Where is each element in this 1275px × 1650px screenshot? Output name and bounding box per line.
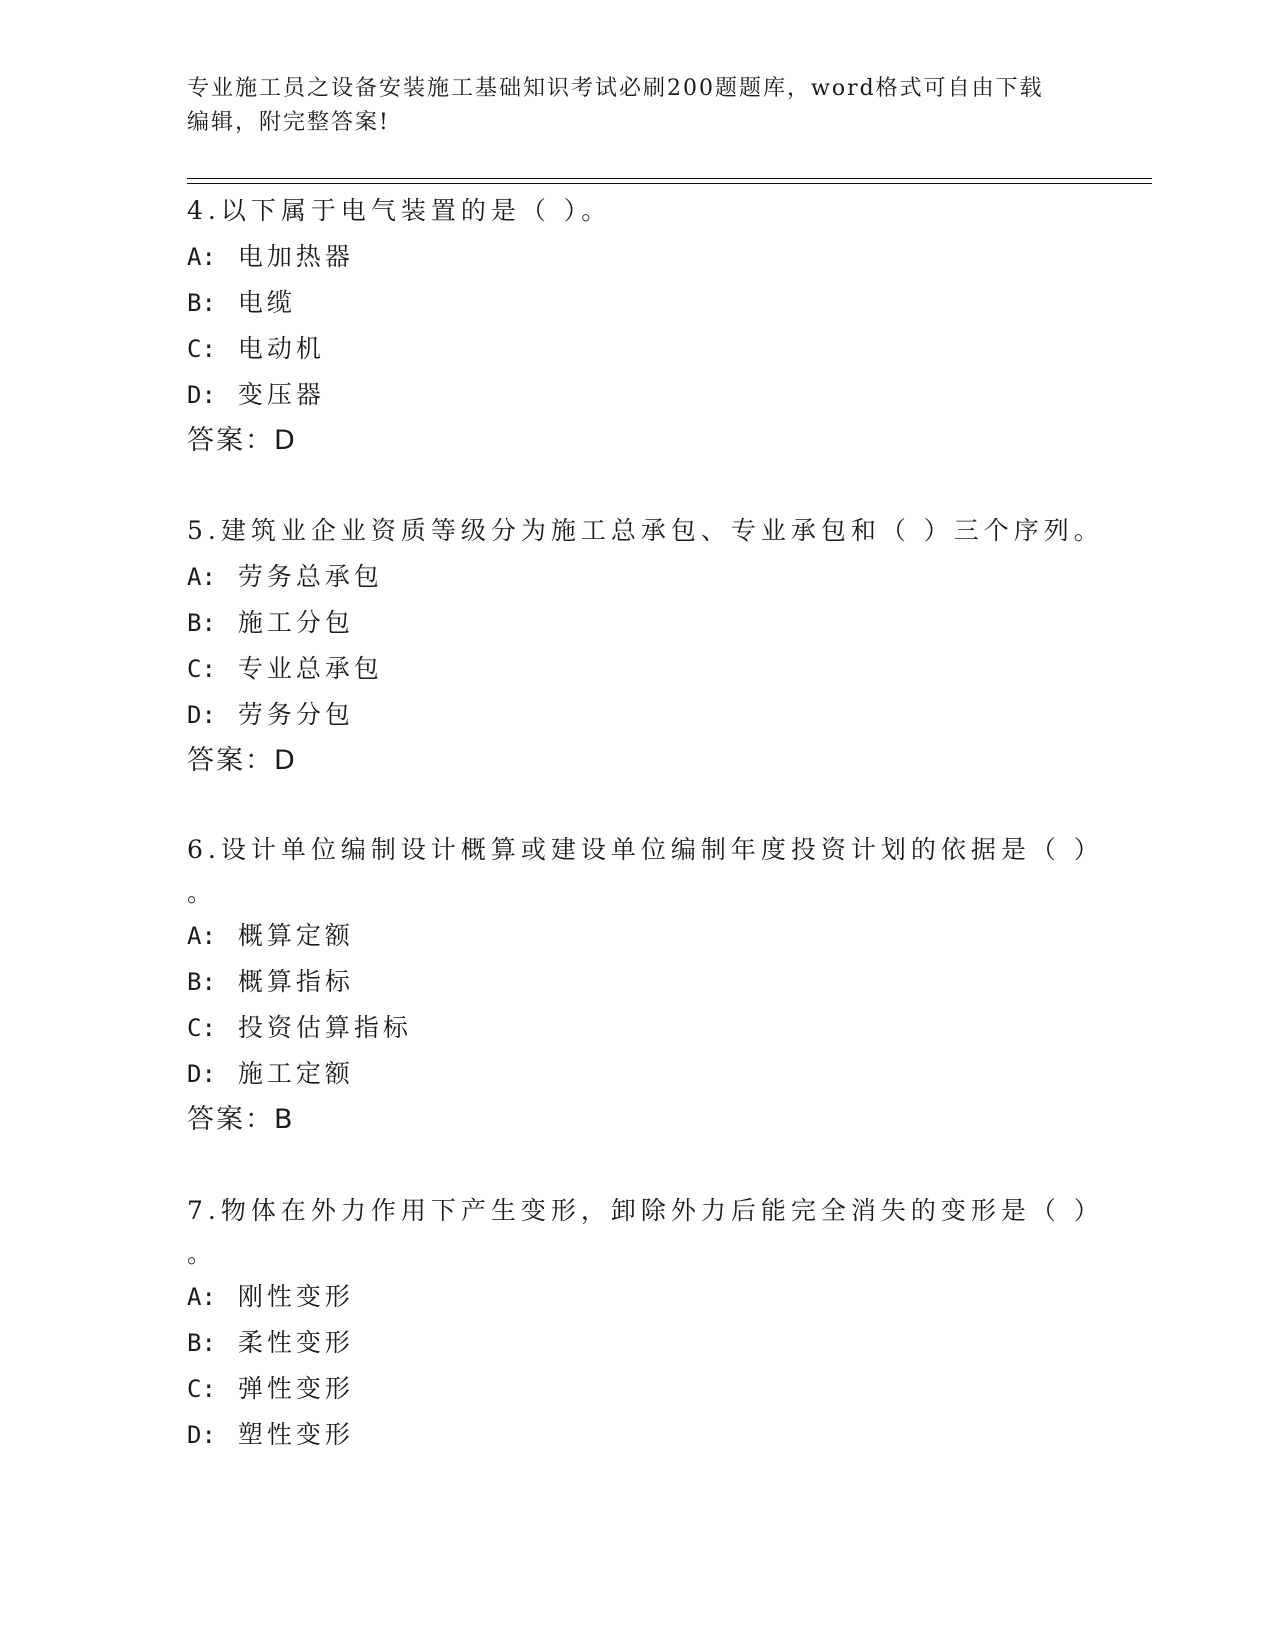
header-title-line-2: 编辑，附完整答案!	[187, 110, 390, 135]
option-letter: A:	[187, 563, 216, 591]
option-letter: C:	[187, 1014, 216, 1042]
question-text-continuation: 。	[187, 1239, 218, 1268]
option-letter: B:	[187, 609, 216, 637]
option-text: 弹性变形	[237, 1374, 354, 1403]
question-text: 7.物体在外力作用下产生变形，卸除外力后能完全消失的变形是（ ）	[187, 1196, 1104, 1225]
option-letter: D:	[187, 1060, 216, 1088]
option-b	[187, 1320, 1087, 1366]
question-text: 4.以下属于电气装置的是（ ）。	[187, 196, 612, 225]
answer-line: 答案：B	[187, 1104, 295, 1135]
header-divider-top	[187, 178, 1152, 179]
option-b	[187, 600, 1087, 646]
question-text: 5.建筑业企业资质等级分为施工总承包、专业承包和（ ）三个序列。	[187, 516, 1104, 545]
option-letter: A:	[187, 922, 216, 950]
option-text: 电缆	[237, 288, 296, 317]
option-d	[187, 372, 1087, 418]
option-c	[187, 646, 1087, 692]
question-7	[187, 1188, 1104, 1458]
answer-line: 答案：D	[187, 425, 297, 456]
document-header	[187, 72, 1087, 140]
option-letter: B:	[187, 1329, 216, 1357]
option-text: 专业总承包	[237, 654, 383, 683]
option-a	[187, 1274, 1087, 1320]
option-a	[187, 554, 1087, 600]
option-text: 电动机	[237, 334, 325, 363]
option-letter: D:	[187, 381, 216, 409]
option-text: 劳务分包	[237, 700, 354, 729]
option-d	[187, 1051, 1087, 1097]
option-text: 施工定额	[237, 1059, 354, 1088]
option-letter: A:	[187, 243, 216, 271]
option-b	[187, 280, 1087, 326]
option-letter: B:	[187, 289, 216, 317]
option-letter: A:	[187, 1283, 216, 1311]
option-b	[187, 959, 1087, 1005]
answer-line: 答案：D	[187, 745, 297, 776]
option-letter: D:	[187, 1421, 216, 1449]
option-letter: B:	[187, 968, 216, 996]
option-d	[187, 1412, 1087, 1458]
header-divider-bottom	[187, 183, 1152, 184]
question-text-continuation: 。	[187, 878, 218, 907]
option-text: 电加热器	[237, 242, 354, 271]
option-text: 投资估算指标	[237, 1013, 412, 1042]
option-a	[187, 234, 1087, 280]
option-d	[187, 692, 1087, 738]
question-4	[187, 188, 1087, 464]
question-6	[187, 827, 1104, 1143]
option-letter: C:	[187, 655, 216, 683]
question-5	[187, 508, 1104, 784]
option-text: 劳务总承包	[237, 562, 383, 591]
option-text: 概算定额	[237, 921, 354, 950]
option-letter: C:	[187, 1375, 216, 1403]
option-c	[187, 326, 1087, 372]
option-text: 塑性变形	[237, 1420, 354, 1449]
option-text: 变压器	[237, 380, 325, 409]
option-c	[187, 1366, 1087, 1412]
option-a	[187, 913, 1087, 959]
question-text: 6.设计单位编制设计概算或建设单位编制年度投资计划的依据是（ ）	[187, 835, 1104, 864]
option-c	[187, 1005, 1087, 1051]
option-text: 施工分包	[237, 608, 354, 637]
option-letter: C:	[187, 335, 216, 363]
option-text: 柔性变形	[237, 1328, 354, 1357]
option-letter: D:	[187, 701, 216, 729]
header-title-line-1: 专业施工员之设备安装施工基础知识考试必刷200题题库，word格式可自由下载	[187, 76, 1044, 101]
option-text: 刚性变形	[237, 1282, 354, 1311]
option-text: 概算指标	[237, 967, 354, 996]
